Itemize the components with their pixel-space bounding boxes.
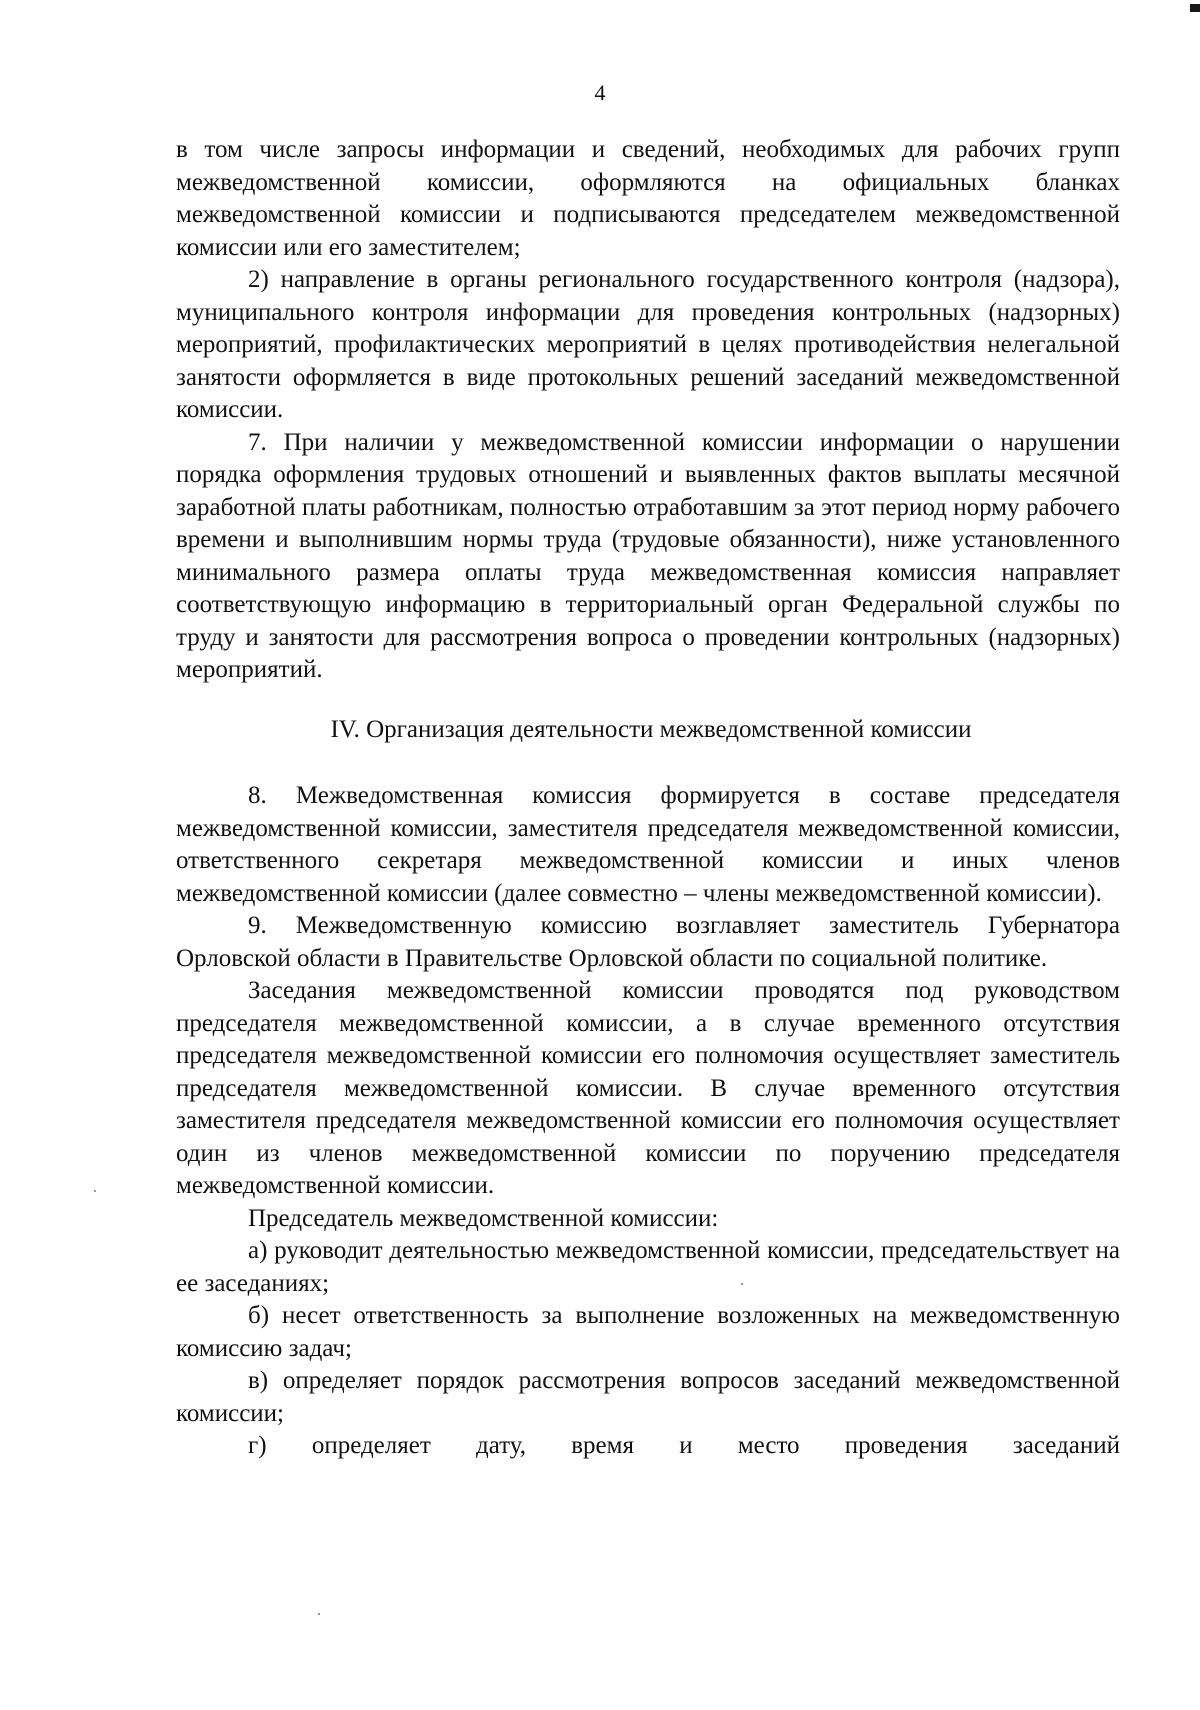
page-number: 4 bbox=[594, 80, 606, 105]
list-item-b: б) несет ответственность за выполнение возложенных на межведомственную комиссию задач; bbox=[176, 1302, 1120, 1362]
list-item-v: в) определяет порядок рассмотрения вопросов заседаний межведомственной комиссии; bbox=[176, 1367, 1120, 1427]
document-body bbox=[176, 134, 1120, 1463]
list-item-a: а) руководит деятельностью межведомственной комиссии, председательствует на ее заседаниях; bbox=[176, 1237, 1120, 1297]
paragraph-chair-duties-intro: Председатель межведомственной комиссии: bbox=[248, 1204, 719, 1232]
paragraph-continuation: в том числе запросы информации и сведений, необходимых для рабочих групп межведомственной комиссии, оформляются на официальных бланках межведомственной комиссии и подписываются председателем межведомственной комиссии или его заместителем; bbox=[176, 136, 1120, 261]
list-item-g: г) определяет дату, время и место проведения заседаний bbox=[248, 1432, 1120, 1459]
paragraph-item-8: 8. Межведомственная комиссия формируется в составе председателя межведомственной комиссии, заместителя председателя межведомственной комиссии, ответственного секретаря межведомственной комиссии и иных членов межведомственной комиссии (далее совместно – члены межведомственной комиссии). bbox=[176, 782, 1120, 907]
paragraph-item-9: 9. Межведомственную комиссию возглавляет заместитель Губернатора Орловской области в Правительстве Орловской области по социальной политике. bbox=[176, 912, 1120, 972]
paragraph-item-2: 2) направление в органы регионального государственного контроля (надзора), муниципального контроля информации для проведения контрольных (надзорных) мероприятий, профилактических мероприятий в целях противодействия нелегальной занятости оформляется в виде протокольных решений заседаний межведомственной комиссии. bbox=[176, 266, 1120, 423]
scan-speck bbox=[318, 1613, 320, 1615]
paragraph-meetings: Заседания межведомственной комиссии проводятся под руководством председателя межведомственной комиссии, а в случае временного отсутствия председателя межведомственной комиссии его полномочия осуществляет заместитель председателя межведомственной комиссии. В случае временного отсутствия заместителя председателя межведомственной комиссии его полномочия осуществляет один из членов межведомственной комиссии по поручению председателя межведомственной комиссии. bbox=[176, 977, 1120, 1199]
scan-edge-mark bbox=[1190, 4, 1200, 12]
paragraph-item-7: 7. При наличии у межведомственной комиссии информации о нарушении порядка оформления трудовых отношений и выявленных фактов выплаты месячной заработной платы работникам, полностью отработавшим за этот период норму рабочего времени и выполнившим нормы труда (трудовые обязанности), ниже установленного минимального размера оплаты труда межведомственная комиссия направляет соответствующую информацию в территориальный орган Федеральной службы по труду и занятости для рассмотрения вопроса о проведении контрольных (надзорных) мероприятий. bbox=[176, 428, 1120, 683]
scan-speck bbox=[94, 1190, 96, 1192]
section-title: IV. Организация деятельности межведомственной комиссии bbox=[330, 715, 972, 743]
